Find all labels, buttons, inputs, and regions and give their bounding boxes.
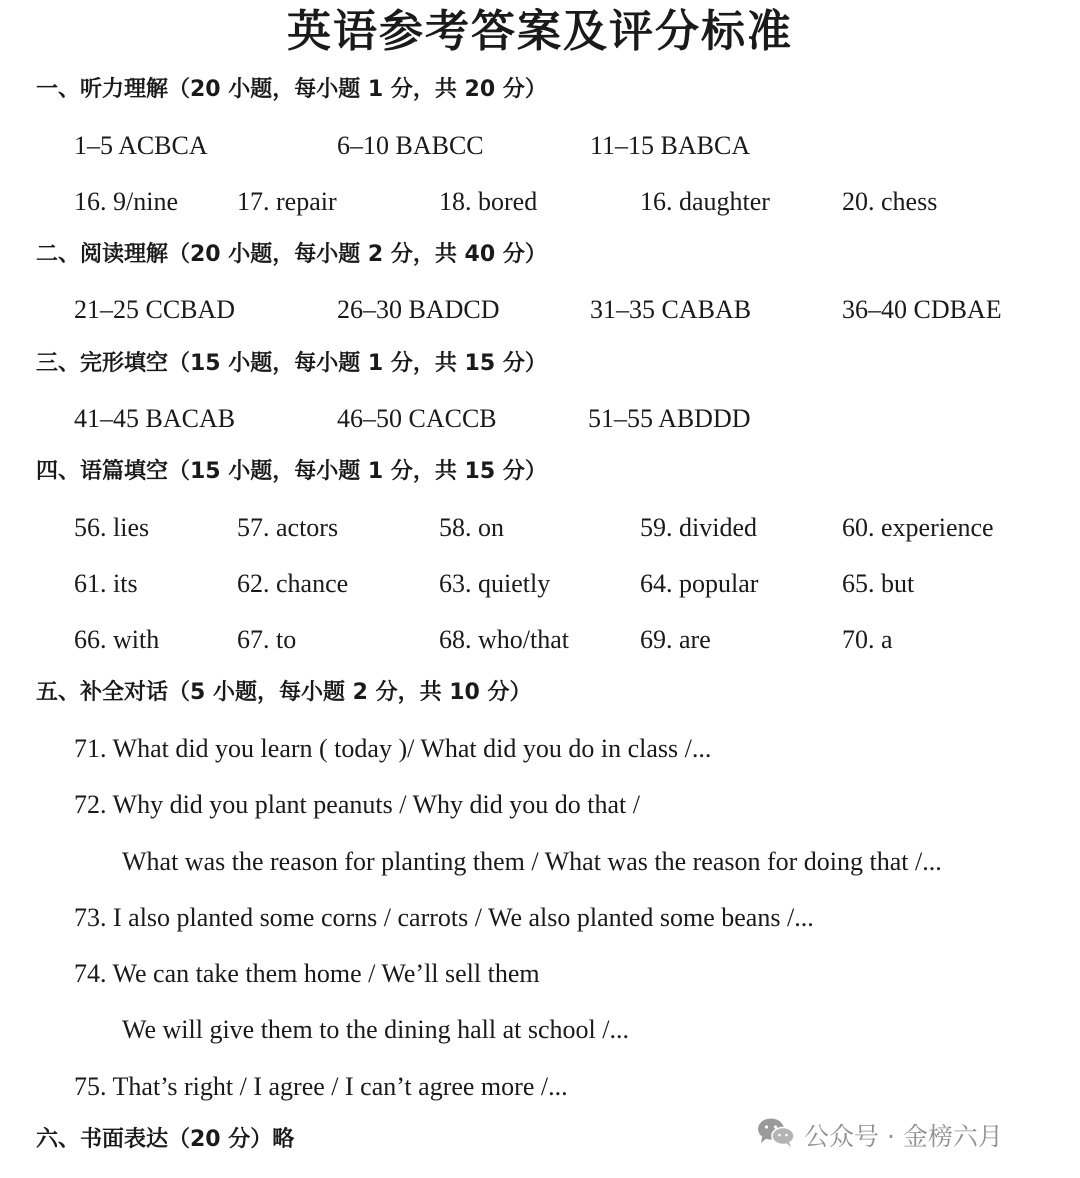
answer-item: 68. who/that: [439, 625, 569, 654]
answer-item: 57. actors: [237, 513, 339, 542]
dialogue-answer-74-continued: We will give them to the dining hall at school /...: [122, 1015, 629, 1044]
dialogue-answer-75: 75. That’s right / I agree / I can’t agree more /...: [74, 1072, 568, 1101]
answer-item: 17. repair: [237, 187, 337, 216]
answer-row: [0, 292, 1080, 328]
answer-item: 41–45 BACAB: [74, 404, 236, 433]
dialogue-answer-72: 72. Why did you plant peanuts / Why did you do that /: [74, 790, 640, 819]
answer-item: 46–50 CACCB: [337, 404, 497, 433]
answer-item: 56. lies: [74, 513, 150, 542]
section-heading-reading: 二、阅读理解（20 小题，每小题 2 分，共 40 分）: [36, 242, 547, 267]
answer-item: 18. bored: [439, 187, 538, 216]
section-heading-dialogue: 五、补全对话（5 小题，每小题 2 分，共 10 分）: [36, 680, 532, 705]
answer-row: [0, 128, 1080, 164]
section-heading-writing: 六、书面表达（20 分）略: [36, 1127, 295, 1152]
answer-item: 66. with: [74, 625, 160, 654]
answer-item: 16. daughter: [640, 187, 770, 216]
answer-item: 67. to: [237, 625, 297, 654]
answer-item: 16. 9/nine: [74, 187, 178, 216]
wechat-icon: [756, 1116, 796, 1154]
answer-item: 31–35 CABAB: [590, 295, 752, 324]
answer-item: 69. are: [640, 625, 711, 654]
answer-item: 58. on: [439, 513, 504, 542]
answer-item: 6–10 BABCC: [337, 131, 484, 160]
section-heading-cloze: 三、完形填空（15 小题，每小题 1 分，共 15 分）: [36, 351, 547, 376]
watermark-text: 公众号 · 金榜六月: [804, 1122, 1003, 1151]
answer-item: 36–40 CDBAE: [842, 295, 1002, 324]
answer-item: 65. but: [842, 569, 915, 598]
answer-item: 63. quietly: [439, 569, 551, 598]
section-heading-listening: 一、听力理解（20 小题，每小题 1 分，共 20 分）: [36, 77, 547, 102]
answer-row: [0, 510, 1080, 546]
dialogue-answer-74: 74. We can take them home / We’ll sell them: [74, 959, 540, 988]
answer-item: 11–15 BABCA: [590, 131, 751, 160]
answer-item: 21–25 CCBAD: [74, 295, 236, 324]
answer-item: 20. chess: [842, 187, 938, 216]
answer-item: 26–30 BADCD: [337, 295, 500, 324]
dialogue-answer-71: 71. What did you learn ( today )/ What did you do in class /...: [74, 734, 712, 763]
dialogue-answer-72-continued: What was the reason for planting them / What was the reason for doing that /...: [122, 847, 942, 876]
answer-row: [0, 184, 1080, 220]
answer-item: 60. experience: [842, 513, 994, 542]
answer-row: [0, 401, 1080, 437]
answer-item: 62. chance: [237, 569, 349, 598]
answer-item: 59. divided: [640, 513, 757, 542]
answer-item: 1–5 ACBCA: [74, 131, 208, 160]
answer-item: 61. its: [74, 569, 138, 598]
page-title: 英语参考答案及评分标准: [287, 6, 793, 57]
dialogue-answer-73: 73. I also planted some corns / carrots / We also planted some beans /...: [74, 903, 814, 932]
answer-item: 51–55 ABDDD: [588, 404, 751, 433]
section-heading-text-completion: 四、语篇填空（15 小题，每小题 1 分，共 15 分）: [36, 459, 547, 484]
watermark: [756, 1118, 1003, 1152]
answer-item: 64. popular: [640, 569, 759, 598]
answer-row: [0, 622, 1080, 658]
answer-row: [0, 566, 1080, 602]
answer-item: 70. a: [842, 625, 893, 654]
